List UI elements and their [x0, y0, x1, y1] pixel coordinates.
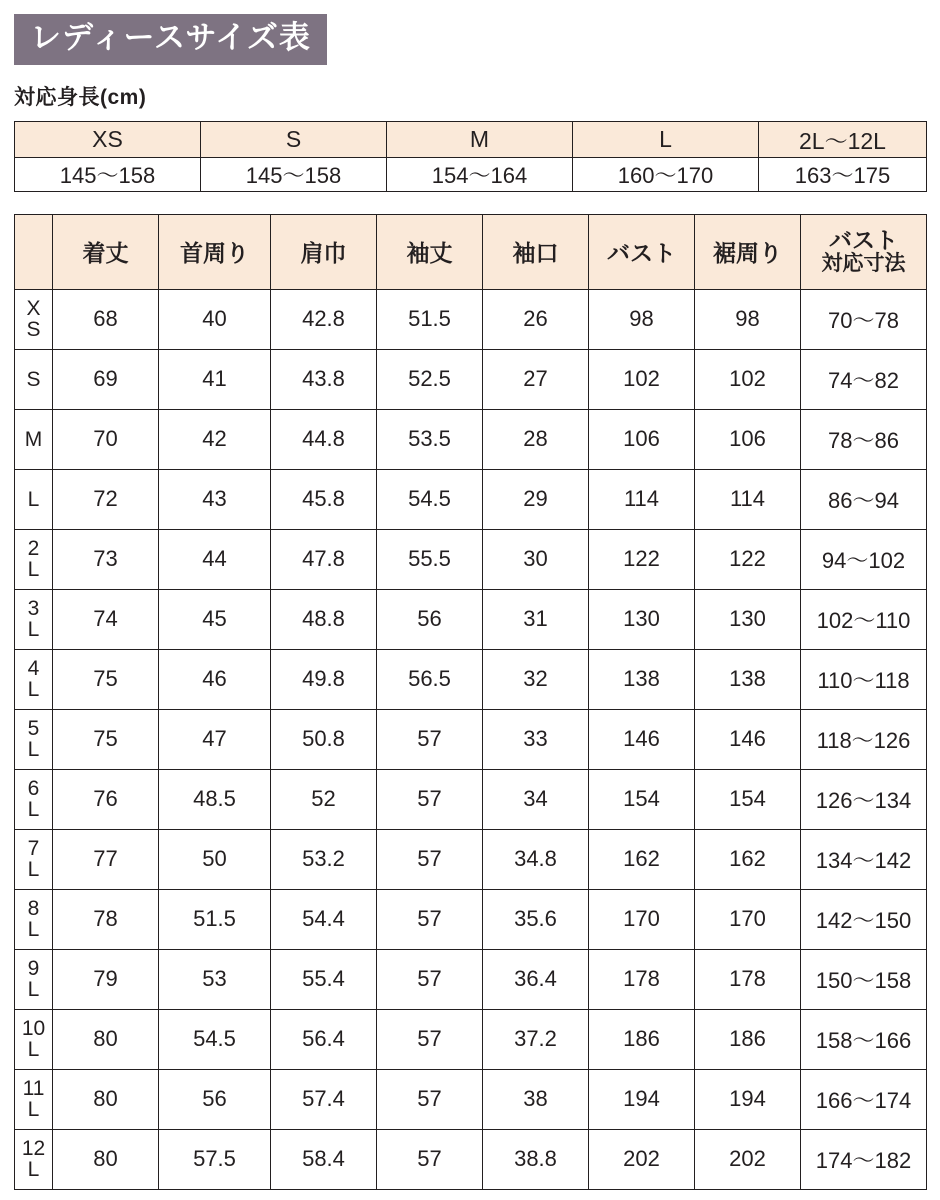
row-size-line2: L — [27, 738, 40, 762]
cell-bust: 170 — [589, 889, 695, 949]
cell-sleeve-length: 57 — [377, 889, 483, 949]
cell-cuff: 34.8 — [483, 829, 589, 889]
row-size-line1: S — [26, 367, 41, 391]
row-header-size — [15, 649, 53, 709]
cell-hem: 102 — [695, 349, 801, 409]
cell-bust: 194 — [589, 1069, 695, 1129]
cell-sleeve-length: 57 — [377, 769, 483, 829]
cell-neck: 43 — [159, 469, 271, 529]
cell-neck: 53 — [159, 949, 271, 1009]
cell-bust: 102 — [589, 349, 695, 409]
column-header-bust: バスト — [589, 214, 695, 289]
cell-hem: 178 — [695, 949, 801, 1009]
cell-neck: 50 — [159, 829, 271, 889]
column-header-length: 着丈 — [53, 214, 159, 289]
row-header-size — [15, 1129, 53, 1189]
table-row — [15, 1009, 927, 1069]
cell-sleeve-length: 57 — [377, 709, 483, 769]
cell-shoulder: 44.8 — [271, 409, 377, 469]
column-header-cuff: 袖口 — [483, 214, 589, 289]
cell-hem: 146 — [695, 709, 801, 769]
page-title: レディースサイズ表 — [14, 14, 327, 65]
cell-hem: 106 — [695, 409, 801, 469]
cell-hem: 154 — [695, 769, 801, 829]
cell-cuff: 32 — [483, 649, 589, 709]
cell-shoulder: 42.8 — [271, 289, 377, 349]
row-size-line2: L — [27, 978, 40, 1002]
cell-hem: 98 — [695, 289, 801, 349]
row-size-line2: L — [27, 1098, 40, 1122]
measurement-table-corner — [15, 214, 53, 289]
row-header-size — [15, 1009, 53, 1069]
cell-length: 80 — [53, 1069, 159, 1129]
column-header-bust-fit-line1: バスト — [829, 227, 898, 254]
cell-sleeve-length: 57 — [377, 1129, 483, 1189]
measurement-table — [14, 214, 927, 1190]
cell-cuff: 33 — [483, 709, 589, 769]
cell-shoulder: 49.8 — [271, 649, 377, 709]
cell-shoulder: 50.8 — [271, 709, 377, 769]
height-size-cell: M — [387, 121, 573, 157]
height-range-cell: 154〜164 — [387, 157, 573, 191]
cell-bust-fit: 78〜86 — [801, 409, 927, 469]
row-size-line1: 4 — [27, 657, 40, 681]
row-size-line2: L — [27, 1158, 40, 1182]
cell-sleeve-length: 51.5 — [377, 289, 483, 349]
height-size-cell: 2L〜12L — [759, 121, 927, 157]
cell-cuff: 29 — [483, 469, 589, 529]
table-row — [15, 889, 927, 949]
cell-hem: 122 — [695, 529, 801, 589]
table-row — [15, 649, 927, 709]
cell-neck: 44 — [159, 529, 271, 589]
cell-bust-fit: 110〜118 — [801, 649, 927, 709]
height-size-cell: S — [201, 121, 387, 157]
cell-cuff: 35.6 — [483, 889, 589, 949]
column-header-hem: 裾周り — [695, 214, 801, 289]
cell-shoulder: 58.4 — [271, 1129, 377, 1189]
cell-neck: 48.5 — [159, 769, 271, 829]
cell-shoulder: 45.8 — [271, 469, 377, 529]
row-header-size — [15, 469, 53, 529]
cell-sleeve-length: 57 — [377, 1069, 483, 1129]
height-size-cell: XS — [15, 121, 201, 157]
height-size-cell: L — [573, 121, 759, 157]
row-header-size — [15, 1069, 53, 1129]
row-header-size — [15, 889, 53, 949]
cell-neck: 47 — [159, 709, 271, 769]
cell-hem: 202 — [695, 1129, 801, 1189]
table-row — [15, 709, 927, 769]
column-header-bust-fit — [801, 214, 927, 289]
table-row — [15, 589, 927, 649]
cell-sleeve-length: 53.5 — [377, 409, 483, 469]
cell-shoulder: 57.4 — [271, 1069, 377, 1129]
cell-bust-fit: 94〜102 — [801, 529, 927, 589]
cell-sleeve-length: 56 — [377, 589, 483, 649]
cell-bust-fit: 118〜126 — [801, 709, 927, 769]
cell-shoulder: 54.4 — [271, 889, 377, 949]
cell-shoulder: 48.8 — [271, 589, 377, 649]
measurement-table-body — [15, 289, 927, 1189]
cell-bust-fit: 86〜94 — [801, 469, 927, 529]
table-row — [15, 469, 927, 529]
cell-length: 74 — [53, 589, 159, 649]
row-header-size — [15, 829, 53, 889]
row-header-size — [15, 709, 53, 769]
table-row — [15, 829, 927, 889]
cell-bust-fit: 126〜134 — [801, 769, 927, 829]
cell-length: 76 — [53, 769, 159, 829]
row-header-size — [15, 589, 53, 649]
cell-sleeve-length: 57 — [377, 829, 483, 889]
row-header-size — [15, 349, 53, 409]
cell-bust-fit: 134〜142 — [801, 829, 927, 889]
cell-bust-fit: 150〜158 — [801, 949, 927, 1009]
cell-shoulder: 43.8 — [271, 349, 377, 409]
cell-bust-fit: 102〜110 — [801, 589, 927, 649]
cell-shoulder: 56.4 — [271, 1009, 377, 1069]
cell-bust: 186 — [589, 1009, 695, 1069]
table-row — [15, 1129, 927, 1189]
table-row — [15, 289, 927, 349]
cell-length: 80 — [53, 1129, 159, 1189]
table-row — [15, 409, 927, 469]
cell-shoulder: 55.4 — [271, 949, 377, 1009]
row-size-line1: 9 — [27, 957, 40, 981]
cell-bust: 178 — [589, 949, 695, 1009]
cell-neck: 45 — [159, 589, 271, 649]
row-size-line2: L — [27, 858, 40, 882]
cell-neck: 46 — [159, 649, 271, 709]
cell-bust-fit: 70〜78 — [801, 289, 927, 349]
cell-cuff: 30 — [483, 529, 589, 589]
cell-bust-fit: 74〜82 — [801, 349, 927, 409]
cell-bust: 122 — [589, 529, 695, 589]
row-size-line1: M — [24, 427, 43, 451]
cell-neck: 56 — [159, 1069, 271, 1129]
table-row — [15, 1069, 927, 1129]
cell-sleeve-length: 54.5 — [377, 469, 483, 529]
height-section-heading: 対応身長(cm) — [14, 85, 147, 109]
row-size-line2: L — [27, 558, 40, 582]
cell-sleeve-length: 57 — [377, 1009, 483, 1069]
cell-shoulder: 47.8 — [271, 529, 377, 589]
row-size-line1: 8 — [27, 897, 40, 921]
cell-length: 78 — [53, 889, 159, 949]
cell-length: 72 — [53, 469, 159, 529]
row-header-size — [15, 409, 53, 469]
cell-bust: 98 — [589, 289, 695, 349]
row-size-line2: L — [27, 1038, 40, 1062]
table-row — [15, 949, 927, 1009]
row-header-size — [15, 289, 53, 349]
cell-length: 73 — [53, 529, 159, 589]
row-size-line1: 12 — [21, 1137, 46, 1161]
cell-bust-fit: 158〜166 — [801, 1009, 927, 1069]
row-size-line1: 7 — [27, 837, 40, 861]
cell-hem: 138 — [695, 649, 801, 709]
cell-cuff: 27 — [483, 349, 589, 409]
row-size-line2: L — [27, 918, 40, 942]
cell-length: 68 — [53, 289, 159, 349]
cell-bust: 146 — [589, 709, 695, 769]
row-header-size — [15, 529, 53, 589]
cell-length: 77 — [53, 829, 159, 889]
cell-bust: 114 — [589, 469, 695, 529]
cell-length: 75 — [53, 649, 159, 709]
height-range-cell: 145〜158 — [15, 157, 201, 191]
height-table-value-row — [15, 157, 927, 191]
height-range-cell: 163〜175 — [759, 157, 927, 191]
table-row — [15, 769, 927, 829]
cell-hem: 162 — [695, 829, 801, 889]
cell-hem: 130 — [695, 589, 801, 649]
cell-bust: 202 — [589, 1129, 695, 1189]
table-row — [15, 529, 927, 589]
row-size-line2: S — [26, 318, 41, 342]
row-size-line1: 6 — [27, 777, 40, 801]
cell-length: 69 — [53, 349, 159, 409]
cell-hem: 170 — [695, 889, 801, 949]
height-table-header-row — [15, 121, 927, 157]
cell-cuff: 37.2 — [483, 1009, 589, 1069]
row-header-size — [15, 949, 53, 1009]
column-header-bust-fit-line2: 対応寸法 — [821, 251, 906, 275]
cell-length: 75 — [53, 709, 159, 769]
cell-length: 80 — [53, 1009, 159, 1069]
cell-bust-fit: 166〜174 — [801, 1069, 927, 1129]
row-size-line1: 2 — [27, 537, 40, 561]
column-header-neck: 首周り — [159, 214, 271, 289]
cell-bust: 162 — [589, 829, 695, 889]
cell-shoulder: 53.2 — [271, 829, 377, 889]
cell-bust: 138 — [589, 649, 695, 709]
row-size-line2: L — [27, 678, 40, 702]
row-size-line1: 10 — [21, 1017, 46, 1041]
cell-sleeve-length: 55.5 — [377, 529, 483, 589]
cell-hem: 194 — [695, 1069, 801, 1129]
cell-bust-fit: 174〜182 — [801, 1129, 927, 1189]
table-row — [15, 349, 927, 409]
cell-hem: 114 — [695, 469, 801, 529]
column-header-shoulder: 肩巾 — [271, 214, 377, 289]
cell-cuff: 31 — [483, 589, 589, 649]
height-range-cell: 160〜170 — [573, 157, 759, 191]
cell-neck: 42 — [159, 409, 271, 469]
cell-length: 70 — [53, 409, 159, 469]
row-size-line1: X — [26, 297, 41, 321]
cell-neck: 40 — [159, 289, 271, 349]
cell-bust-fit: 142〜150 — [801, 889, 927, 949]
row-size-line1: 5 — [27, 717, 40, 741]
cell-cuff: 26 — [483, 289, 589, 349]
cell-length: 79 — [53, 949, 159, 1009]
row-size-line2: L — [27, 798, 40, 822]
measurement-table-header-row — [15, 214, 927, 289]
row-size-line1: L — [27, 487, 40, 511]
row-size-line2: L — [27, 618, 40, 642]
row-header-size — [15, 769, 53, 829]
cell-sleeve-length: 52.5 — [377, 349, 483, 409]
cell-neck: 51.5 — [159, 889, 271, 949]
cell-cuff: 34 — [483, 769, 589, 829]
cell-bust: 154 — [589, 769, 695, 829]
cell-neck: 57.5 — [159, 1129, 271, 1189]
row-size-line1: 3 — [27, 597, 40, 621]
column-header-sleeve-length: 袖丈 — [377, 214, 483, 289]
cell-shoulder: 52 — [271, 769, 377, 829]
cell-neck: 41 — [159, 349, 271, 409]
cell-bust: 106 — [589, 409, 695, 469]
cell-cuff: 38.8 — [483, 1129, 589, 1189]
cell-sleeve-length: 56.5 — [377, 649, 483, 709]
cell-cuff: 38 — [483, 1069, 589, 1129]
cell-cuff: 28 — [483, 409, 589, 469]
cell-hem: 186 — [695, 1009, 801, 1069]
cell-sleeve-length: 57 — [377, 949, 483, 1009]
height-table — [14, 121, 927, 192]
row-size-line1: 11 — [22, 1077, 45, 1101]
cell-neck: 54.5 — [159, 1009, 271, 1069]
cell-cuff: 36.4 — [483, 949, 589, 1009]
height-range-cell: 145〜158 — [201, 157, 387, 191]
cell-bust: 130 — [589, 589, 695, 649]
